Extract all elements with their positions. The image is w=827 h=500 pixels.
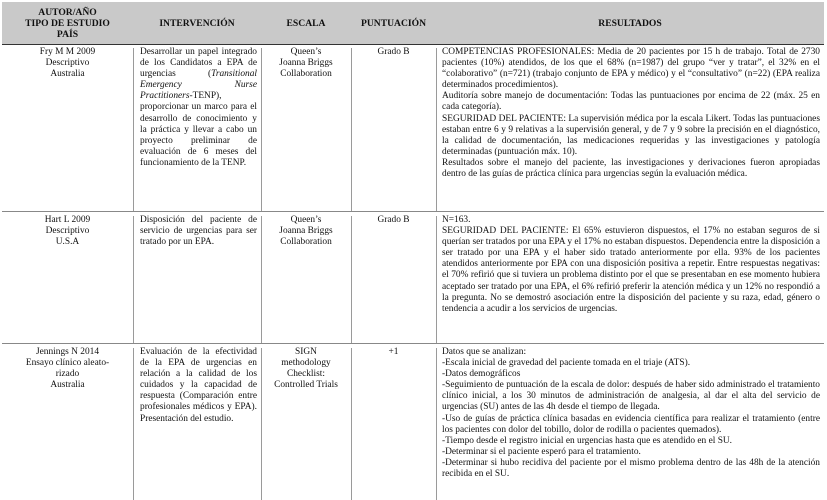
intervencion-text: Evaluación de la efectividad de la EPA de urgencias en relación a la calidad de los cuidados y la capacidad de respuesta (Comparación entre profesionales médicos y EPA). Presentación del estudio. xyxy=(140,347,257,424)
cell-intervencion xyxy=(133,212,261,344)
header-escala-label: ESCALA xyxy=(286,17,326,29)
cell-intervencion xyxy=(133,344,261,500)
escala-line: Checklist: xyxy=(286,369,326,380)
cell-resultados xyxy=(436,44,824,211)
autor-country: Australia xyxy=(50,380,85,391)
resultados-paragraph: COMPETENCIAS PROFESIONALES: Media de 20 pacientes por 15 h de trabajo. Total de 2730 pacientes (10%) atendidos, de los que el 68% (n=1987) del grupo “ver y tratar”, el 32% en el “colaborativo” (n=721) (trabajo conjunto de EPA y médico) y el “consultativo” (n=22) (EPA realiza determinados procedimientos). xyxy=(442,47,820,91)
resultados-paragraph: Resultados sobre el manejo del paciente, las investigaciones y derivaciones fueron apropiadas dentro de las guías de práctica clínica para urgencias según la evaluación médica. xyxy=(442,157,820,180)
header-autor-line3: PAÍS xyxy=(56,28,79,40)
table-header xyxy=(2,2,824,45)
header-autor-line2: TIPO DE ESTUDIO xyxy=(25,17,110,29)
header-resultados-label: RESULTADOS xyxy=(598,17,662,29)
autor-name: Jennings N 2014 xyxy=(35,347,100,357)
autor-type: Ensayo clínico aleato- xyxy=(25,358,110,369)
cell-resultados xyxy=(436,212,824,344)
intervencion-italic-text: Transitional Emergency Nurse Practitioners xyxy=(140,69,257,102)
resultados-paragraph: -Uso de guías de práctica clínica basadas en evidencia científica para realizar el tratamiento (entre los pacientes con dolor del tobillo, dolor de rodilla o pacientes quemados). xyxy=(442,413,820,435)
resultados-paragraph: -Escala inicial de gravedad del paciente tomada en el triaje (ATS). xyxy=(442,358,691,369)
header-escala xyxy=(261,2,351,44)
resultados-paragraph: -Determinar si el paciente esperó para el tratamiento. xyxy=(442,446,641,457)
header-autor-line1: AUTOR/AÑO xyxy=(38,6,97,18)
cell-puntuacion xyxy=(351,44,436,211)
autor-type: Descriptivo xyxy=(45,226,90,237)
cell-autor xyxy=(2,44,133,211)
header-autor xyxy=(2,2,133,44)
escala-line: SIGN xyxy=(295,347,317,357)
cell-resultados xyxy=(436,344,824,500)
resultados-paragraph: -Seguimiento de puntuación de la escala de dolor: después de haber sido administrado el tratamiento clínico inicial, a los 30 minutos de administración de analgesia, al dar el alta del servicio de urgencias (SU) antes de las 4h desde el tiempo de llegada. xyxy=(442,380,820,413)
puntuacion-value: +1 xyxy=(388,347,399,357)
autor-country: U.S.A xyxy=(55,237,80,248)
cell-puntuacion xyxy=(351,344,436,500)
table-row xyxy=(2,44,824,211)
autor-type: Descriptivo xyxy=(45,58,90,69)
escala-line: Collaboration xyxy=(280,69,332,80)
header-intervencion-label: INTERVENCIÓN xyxy=(159,17,235,29)
resultados-paragraph: SEGURIDAD DEL PACIENTE: El 65% estuvieron dispuestos, el 17% no estaban seguros de si querían ser tratados por una EPA y el 17% no estaban dispuestos. Dependencia entre la disposición a ser tratado por una EPA y el haber sido tratado anteriormente por ella. 93% de los pacientes atendidos anteriormente por EPA con una disposición positiva a repetir. Entre respuestas negativas: el 70% refirió que si tuviera un problema distinto por el que se presentaban en ese momento hubiera aceptado ser tratado por una EPA, el 6% refirió preferir la atención médica y un 12% no respondió a la pregunta. No se demostró asociación entre la disposición del paciente y su raza, edad, género o tendencia a acudir a los servicios de urgencias. xyxy=(442,226,820,314)
table-row xyxy=(2,343,824,500)
cell-escala xyxy=(261,212,351,344)
header-puntuacion-label: PUNTUACIÓN xyxy=(360,17,427,29)
resultados-paragraph: -Determinar si hubo recidiva del paciente por el mismo problema dentro de las 48h de la atención recibida en el SU. xyxy=(442,457,820,480)
intervencion-text: Disposición del paciente de servicio de urgencias para ser tratado por un EPA. xyxy=(140,215,257,248)
intervencion-text: Desarrollar un papel integrado de los Candidatos a EPA de urgencias ( xyxy=(140,47,257,80)
autor-type-cont: rizado xyxy=(55,369,80,380)
header-puntuacion xyxy=(351,2,436,44)
resultados-paragraph: -Datos demográficos xyxy=(442,369,521,380)
cell-puntuacion xyxy=(351,212,436,344)
resultados-paragraph: Datos que se analizan: xyxy=(442,347,527,357)
table-row xyxy=(2,211,824,344)
autor-country: Australia xyxy=(50,69,85,80)
resultados-paragraph: N=163. xyxy=(442,215,471,225)
escala-line: Joanna Briggs xyxy=(279,58,333,69)
escala-line: Queen’s xyxy=(290,47,322,57)
header-intervencion xyxy=(133,2,261,44)
resultados-paragraph: Auditoría sobre manejo de documentación: Todas las puntuaciones por encima de 22 (máx. 25 en cada categoría). xyxy=(442,91,820,113)
puntuacion-value: Grado B xyxy=(377,215,410,225)
cell-autor xyxy=(2,212,133,344)
resultados-paragraph: -Tiempo desde el registro inicial en urgencias hasta que es atendido en el SU. xyxy=(442,435,733,446)
escala-line: Queen’s xyxy=(290,215,322,225)
cell-intervencion xyxy=(133,44,261,211)
escala-line: Joanna Briggs xyxy=(279,226,333,237)
escala-line: Collaboration xyxy=(280,237,332,248)
resultados-paragraph: SEGURIDAD DEL PACIENTE: La supervisión médica por la escala Likert. Todas las puntuaciones estaban entre 6 y 9 relativas a la supervisión general, y de 7 y 9 sobre la precisión en el diagnóstico, la calidad de documentación, las medicaciones requeridas y las investigaciones y patología determinadas (puntuación máx. 10). xyxy=(442,113,820,157)
intervencion-text-end: -TENP), proporcionar un marco para el desarrollo de conocimiento y la práctica y llevar a cabo un proyecto preliminar de evaluación de 6 meses del funcionamiento de la TENP. xyxy=(140,91,257,168)
cell-autor xyxy=(2,344,133,500)
puntuacion-value: Grado B xyxy=(377,47,410,57)
autor-name: Hart L 2009 xyxy=(44,215,91,225)
cell-escala xyxy=(261,344,351,500)
header-resultados xyxy=(436,2,824,44)
cell-escala xyxy=(261,44,351,211)
escala-line: methodology xyxy=(281,358,331,369)
escala-line: Controlled Trials xyxy=(274,380,338,391)
autor-name: Fry M M 2009 xyxy=(39,47,96,57)
